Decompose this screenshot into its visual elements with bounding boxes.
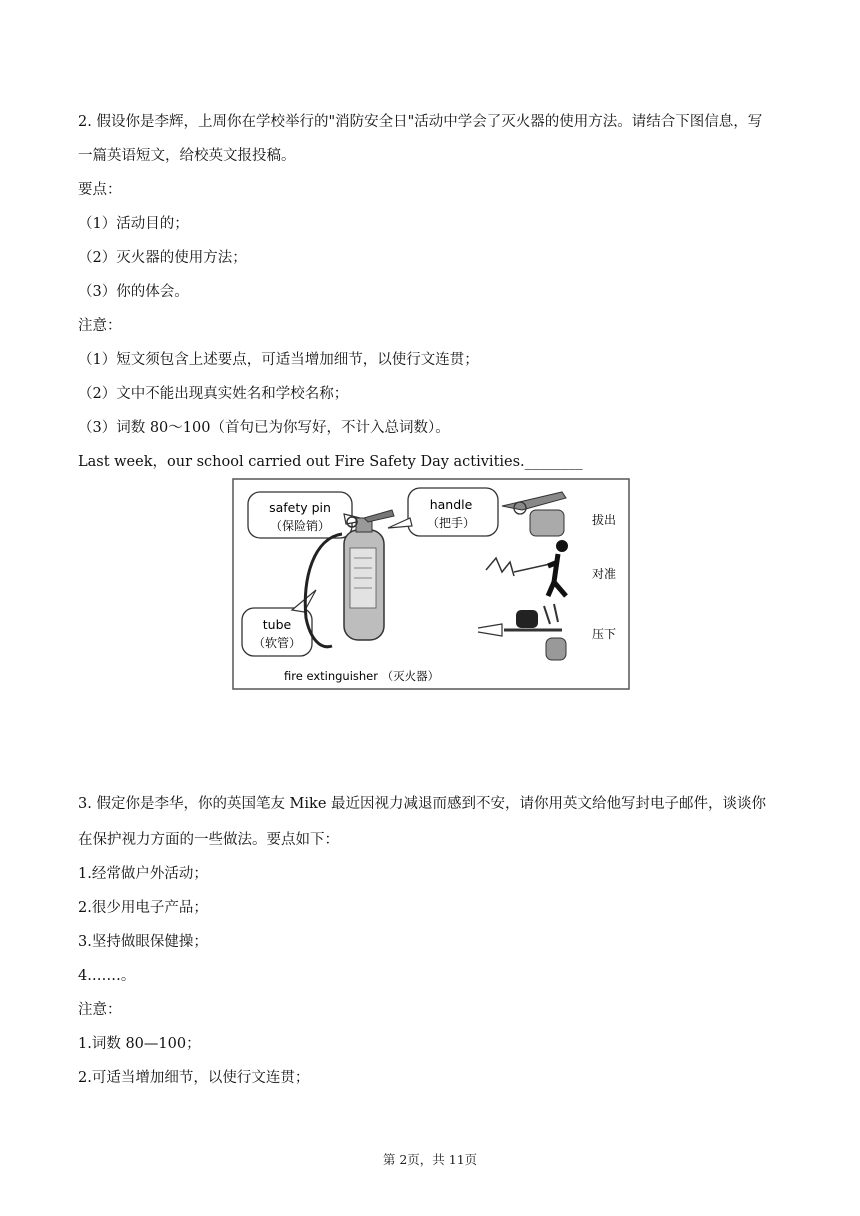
q2-point-2: （2）灭火器的使用方法；: [78, 250, 247, 266]
q2-points-heading: 要点：: [78, 182, 122, 198]
figure-svg: [232, 478, 630, 690]
q2-note-1: （1）短文须包含上述要点，可适当增加细节，以使行文连贯；: [78, 352, 479, 368]
figure-caption: fire extinguisher （灭火器）: [284, 669, 440, 683]
step2-label: 对准: [592, 567, 617, 581]
fire-extinguisher-figure: [232, 478, 630, 690]
q2-prompt-line1: 2. 假设你是李辉，上周你在学校举行的"消防安全日"活动中学会了灭火器的使用方法。请结合下图信息，写: [78, 114, 763, 130]
q3-note-2: 2.可适当增加细节，以使行文连贯；: [78, 1070, 310, 1086]
q3-point-3: 3.坚持做眼保健操；: [78, 934, 208, 950]
q2-notes-heading: 注意：: [78, 318, 122, 334]
handle-cn-label: （把手）: [426, 516, 476, 530]
tube-label: tube: [262, 617, 292, 632]
q3-notes-heading: 注意：: [78, 1002, 122, 1018]
q2-prompt-line2: 一篇英语短文，给校英文报投稿。: [78, 148, 296, 164]
q3-prompt-line1: 3. 假定你是李华，你的英国笔友 Mike 最近因视力减退而感到不安，请你用英文给他写封电子邮件，谈谈你: [78, 796, 767, 812]
safety-pin-label: safety pin: [269, 500, 331, 515]
q3-point-2: 2.很少用电子产品；: [78, 900, 208, 916]
q2-note-3: （3）词数 80～100（首句已为你写好，不计入总词数）。: [78, 420, 450, 436]
step3-label: 压下: [592, 627, 617, 641]
q2-point-3: （3）你的体会。: [78, 284, 189, 300]
q2-point-1: （1）活动目的；: [78, 216, 189, 232]
tube-cn-label: （软管）: [252, 636, 302, 650]
q3-note-1: 1.词数 80—100；: [78, 1036, 201, 1052]
q3-prompt-line2: 在保护视力方面的一些做法。要点如下：: [78, 832, 339, 848]
step1-label: 拔出: [592, 513, 617, 527]
safety-pin-cn-label: （保险销）: [269, 519, 331, 533]
q3-point-1: 1.经常做户外活动；: [78, 866, 208, 882]
q2-note-2: （2）文中不能出现真实姓名和学校名称；: [78, 386, 349, 402]
q2-opening-sentence: Last week，our school carried out Fire Safety Day activities.________: [78, 454, 583, 470]
page-footer: 第 2页，共 11页: [382, 1152, 478, 1167]
q3-point-4: 4.……。: [78, 968, 136, 984]
handle-label: handle: [429, 497, 473, 512]
